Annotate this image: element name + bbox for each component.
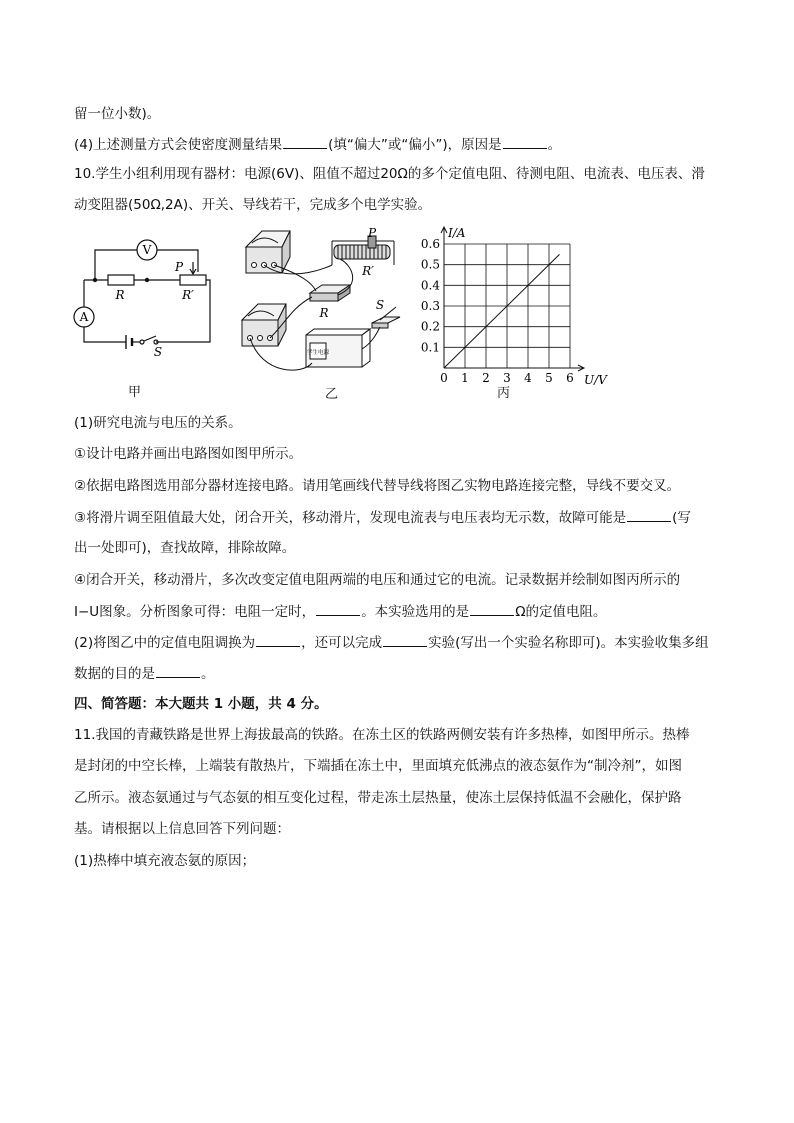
series-line — [444, 254, 560, 368]
text-line-4: 动变阻器(50Ω,2A)、开关、导线若干，完成多个电学实验。 — [74, 197, 432, 213]
y-tick-label: 0.2 — [420, 319, 440, 334]
text-line-12: (2)将图乙中的定值电阻调换为 ，还可以完成 实验(写出一个实验名称即可)。本实验收集多组 — [74, 632, 709, 653]
text-line-8: ③将滑片调至阻值最大处，闭合开关，移动滑片，发现电流表与电压表均无示数，故障可能是 (写 — [74, 507, 691, 528]
circuit-jia — [70, 232, 220, 362]
x-tick-label: 2 — [482, 371, 490, 385]
chart-series — [444, 254, 560, 368]
text-line-11: I−U图象。分析图象可得：电阻一定时， 。本实验选用的是 Ω的定值电阻。 — [74, 601, 607, 622]
x-tick-label: 1 — [461, 371, 469, 385]
answer-blank[interactable] — [283, 134, 327, 149]
resistor-label: R — [115, 288, 125, 302]
answer-blank[interactable] — [503, 134, 547, 149]
answer-blank[interactable] — [383, 632, 427, 647]
figure-label-jia: 甲 — [128, 385, 142, 400]
apparatus-yi — [232, 225, 412, 380]
switch-label: S — [153, 345, 163, 359]
answer-blank[interactable] — [316, 601, 360, 616]
voltmeter-label: V — [142, 243, 152, 257]
y-axis-label: I/A — [448, 226, 466, 240]
slider-label: P — [174, 260, 184, 274]
y-tick-label: 0.4 — [420, 278, 440, 293]
text-line-10: ④闭合开关，移动滑片，多次改变定值电阻两端的电压和通过它的电流。记录数据并绘制如图丙所示的 — [74, 572, 681, 588]
x-tick-label: 3 — [503, 371, 511, 385]
text-line-3: 10.学生小组利用现有器材：电源(6V)、阻值不超过20Ω的多个定值电阻、待测电阻、电流表、电压表、滑 — [74, 166, 705, 182]
y-tick-label: 0.6 — [420, 237, 440, 251]
text-line-1: 留一位小数)。 — [74, 106, 161, 122]
apparatus-rheostat-label: R′ — [362, 264, 374, 278]
text-line-18: 基。请根据以上信息回答下列问题： — [74, 821, 290, 837]
y-tick-label: 0.1 — [420, 340, 440, 355]
x-tick-label: 5 — [545, 371, 553, 385]
apparatus-switch-label: S — [375, 298, 385, 312]
text-line-5: (1)研究电流与电压的关系。 — [74, 415, 242, 431]
rheostat-label: R′ — [182, 288, 194, 302]
figure-label-yi: 乙 — [325, 387, 339, 402]
answer-blank[interactable] — [156, 663, 200, 678]
x-axis-label: U/V — [584, 373, 607, 387]
section-heading: 四、简答题：本大题共 1 小题，共 4 分。 — [74, 696, 328, 712]
apparatus-slider-label: P — [367, 226, 377, 240]
y-tick-label: 0.5 — [420, 257, 440, 272]
x-tick-label: 0 — [440, 371, 448, 385]
text-line-2: (4)上述测量方式会使密度测量结果 (填“偏大”或“偏小”)，原因是 。 — [74, 134, 561, 155]
answer-blank[interactable] — [627, 507, 671, 522]
ammeter-label: A — [79, 310, 89, 324]
iu-chart — [418, 222, 618, 398]
answer-blank[interactable] — [256, 632, 300, 647]
figure-label-bing: 丙 — [497, 386, 511, 401]
text-line-19: (1)热棒中填充液态氨的原因； — [74, 853, 256, 869]
text-line-13: 数据的目的是 。 — [74, 663, 215, 684]
text-line-6: ①设计电路并画出电路图如图甲所示。 — [74, 446, 303, 462]
text-line-16: 是封闭的中空长棒，上端装有散热片，下端插在冻土中，里面填充低沸点的液态氨作为“制冷剂”，如图 — [74, 758, 682, 774]
y-tick-label: 0.3 — [420, 299, 440, 313]
text-line-9: 出一处即可)，查找故障，排除故障。 — [74, 540, 296, 556]
answer-blank[interactable] — [470, 601, 514, 616]
x-tick-label: 4 — [524, 371, 532, 385]
text-line-7: ②依据电路图选用部分器材连接电路。请用笔画线代替导线将图乙实物电路连接完整，导线不要交叉。 — [74, 478, 681, 494]
x-tick-label: 6 — [566, 371, 574, 385]
apparatus-resistor-label: R — [319, 306, 329, 320]
text-line-17: 乙所示。液态氨通过与气态氨的相互变化过程，带走冻土层热量，使冻土层保持低温不会融化，保护路 — [74, 790, 682, 806]
text-line-15: 11.我国的青藏铁路是世界上海拔最高的铁路。在冻土区的铁路两侧安装有许多热棒，如图甲所示。热棒 — [74, 727, 690, 743]
power-source-label: 学生电源 — [306, 350, 330, 356]
